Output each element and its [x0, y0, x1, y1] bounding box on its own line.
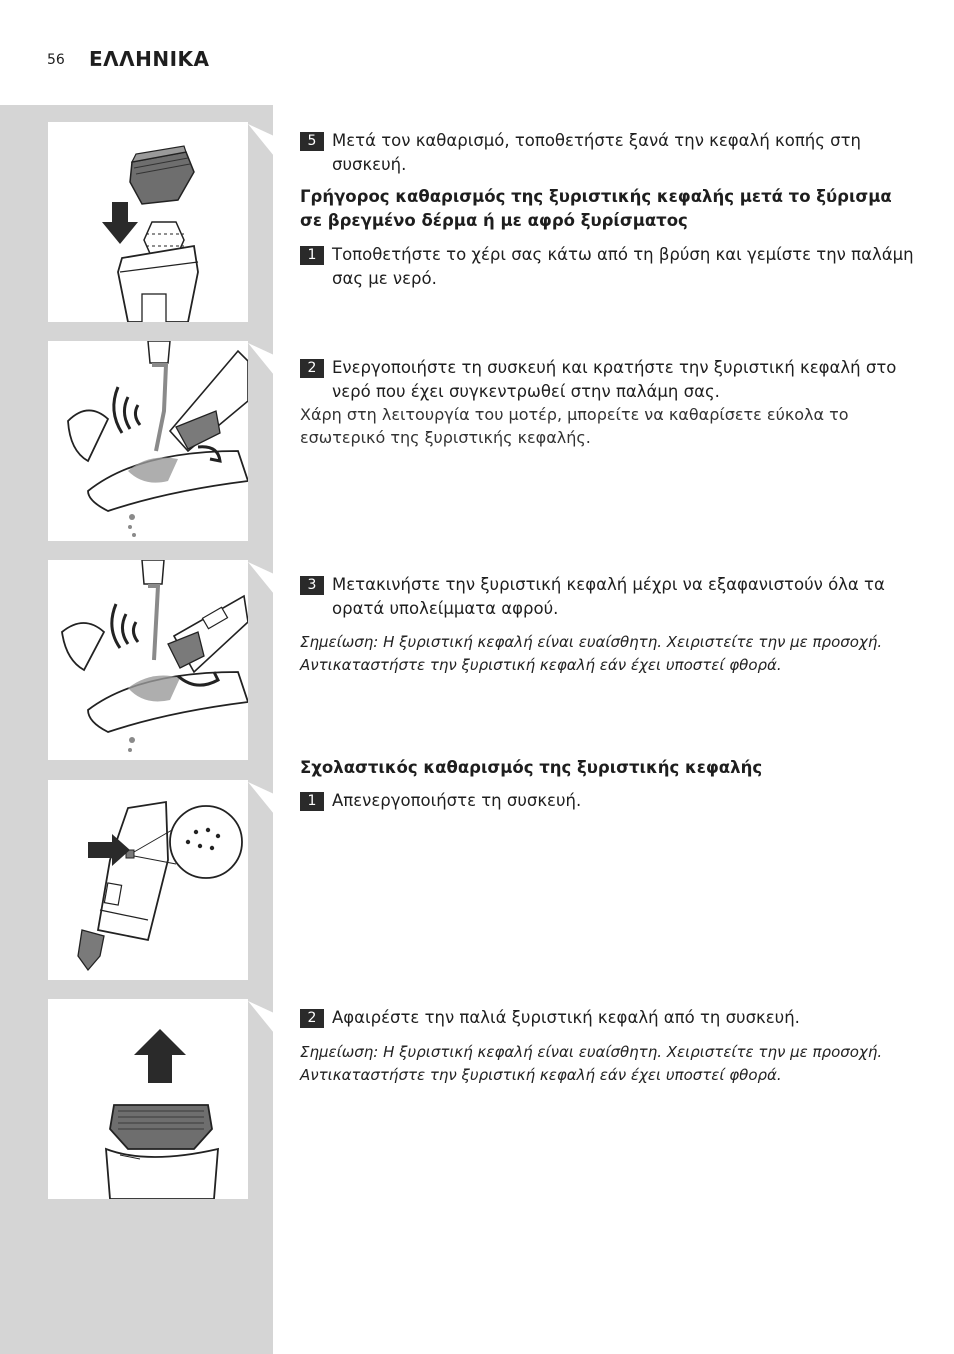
step-number-box: 2 — [300, 1009, 324, 1028]
note-label: Σημείωση: — [300, 633, 379, 651]
pointer-4 — [248, 782, 274, 814]
page-header — [0, 0, 954, 105]
move-head-in-water-icon — [48, 560, 248, 760]
step-number-box: 2 — [300, 359, 324, 378]
note-1 — [300, 631, 920, 677]
motor-explanation: Χάρη στη λειτουργία του μοτέρ, μπορείτε να καθαρίσετε εύκολα το εσωτερικό της ξυριστικής κεφαλής. — [300, 405, 849, 447]
thorough-step-2 — [300, 1006, 920, 1030]
pointer-3 — [248, 562, 274, 594]
remove-head-icon — [48, 999, 248, 1199]
quick-step-1 — [300, 243, 920, 291]
note-text: Η ξυριστική κεφαλή είναι ευαίσθητη. Χειριστείτε την με προσοχή. Αντικαταστήστε την ξυριστική κεφαλή εάν έχει υποστεί φθορά. — [300, 1043, 883, 1084]
pointer-1 — [248, 124, 274, 156]
step-text: Ενεργοποιήστε τη συσκευή και κρατήστε την ξυριστική κεφαλή στο νερό που έχει συγκεντρωθεί στην παλάμη σας. — [332, 358, 897, 401]
attach-comb-icon — [48, 122, 248, 322]
thorough-cleaning-heading: Σχολαστικός καθαρισμός της ξυριστικής κεφαλής — [300, 758, 763, 777]
step-number-box: 3 — [300, 576, 324, 595]
quick-cleaning-heading: Γρήγορος καθαρισμός της ξυριστικής κεφαλής μετά το ξύρισμα σε βρεγμένο δέρμα ή με αφρό ξυρίσματος — [300, 187, 892, 230]
quick-step-2 — [300, 356, 920, 404]
step-text: Μετακινήστε την ξυριστική κεφαλή μέχρι να εξαφανιστούν όλα τα ορατά υπολείμματα αφρού. — [332, 575, 885, 618]
step-text: Μετά τον καθαρισμό, τοποθετήστε ξανά την κεφαλή κοπής στη συσκευή. — [332, 131, 862, 174]
thorough-step-1 — [300, 789, 920, 813]
step-number-box: 5 — [300, 132, 324, 151]
note-text: Η ξυριστική κεφαλή είναι ευαίσθητη. Χειριστείτε την με προσοχή. Αντικαταστήστε την ξυριστική κεφαλή εάν έχει υποστεί φθορά. — [300, 633, 883, 674]
pointer-5 — [248, 1001, 274, 1033]
language-title: ΕΛΛΗΝΙΚΑ — [89, 47, 210, 71]
quick-step-3 — [300, 573, 920, 621]
step-text: Αφαιρέστε την παλιά ξυριστική κεφαλή από τη συσκευή. — [332, 1008, 800, 1027]
page-number: 56 — [47, 52, 65, 68]
step-5 — [300, 129, 920, 177]
step-number-box: 1 — [300, 792, 324, 811]
note-2 — [300, 1041, 920, 1087]
step-text: Τοποθετήστε το χέρι σας κάτω από τη βρύση και γεμίστε την παλάμη σας με νερό. — [332, 245, 914, 288]
switch-off-icon — [48, 780, 248, 980]
rinse-in-palm-icon — [48, 341, 248, 541]
pointer-2 — [248, 343, 274, 375]
step-text: Απενεργοποιήστε τη συσκευή. — [332, 791, 582, 810]
step-number-box: 1 — [300, 246, 324, 265]
note-label: Σημείωση: — [300, 1043, 379, 1061]
